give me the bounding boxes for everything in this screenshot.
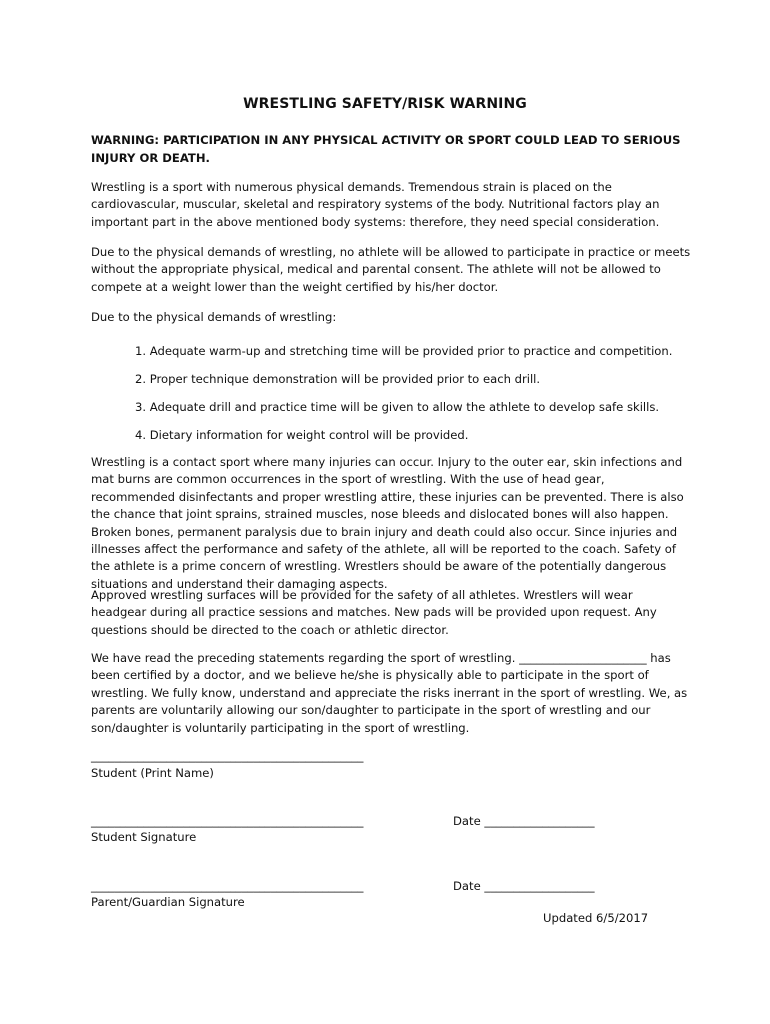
parent-signature-label: Parent/Guardian Signature (91, 895, 245, 909)
paragraph-physical-demands: Wrestling is a sport with numerous physical demands. Tremendous strain is placed on the cardiovascular, muscular, skeletal and respiratory systems of the body. Nutritional factors play an important part in the above mentioned body systems: therefore, they need special consideration. (91, 180, 660, 229)
list-item: 3. Adequate drill and practice time will be given to allow the athlete to develop safe skills. (135, 400, 660, 414)
paragraph-contact-sport: Wrestling is a contact sport where many injuries can occur. Injury to the outer ear, skin infections and mat burns are common occurrences in the sport of wrestling. With the use of head gear, recommended disinfectants and proper wrestling attire, these injuries can be prevented. There is also the chance that joint sprains, strained muscles, nose bleeds and dislocated bones will also happen. Broken bones, permanent paralysis due to brain injury and death could also occur. Since injuries and illnesses affect the performance and safety of the athlete, all will be reported to the coach. Safety of the athlete is a prime concern of wrestling. Wrestlers should be aware of the potentially dangerous situations and understand their damaging aspects. (91, 455, 684, 591)
student-date-field[interactable]: Date ___________________ (453, 814, 595, 828)
updated-date: Updated 6/5/2017 (543, 911, 649, 925)
student-print-name-line[interactable]: _______________________________________________ (91, 749, 364, 763)
parent-date-field[interactable]: Date ___________________ (453, 879, 595, 893)
paragraph-consent: Due to the physical demands of wrestling, no athlete will be allowed to participate in practice or meets without the appropriate physical, medical and parental consent. The athlete will not be allowed to compete at a weight lower than the weight certified by his/her doctor. (91, 245, 691, 294)
warning-statement: WARNING: PARTICIPATION IN ANY PHYSICAL ACTIVITY OR SPORT COULD LEAD TO SERIOUS INJURY OR DEATH. (91, 133, 681, 165)
student-signature-line[interactable]: _______________________________________________ (91, 814, 364, 828)
list-item: 2. Proper technique demonstration will be provided prior to each drill. (135, 372, 541, 386)
paragraph-surfaces: Approved wrestling surfaces will be provided for the safety of all athletes. Wrestlers will wear headgear during all practice sessions and matches. New pads will be provided upon request. Any questions should be directed to the coach or athletic director. (91, 588, 657, 637)
page-title: WRESTLING SAFETY/RISK WARNING (243, 96, 527, 112)
list-item: 1. Adequate warm-up and stretching time will be provided prior to practice and competition. (135, 344, 673, 358)
student-signature-label: Student Signature (91, 830, 197, 844)
list-item: 4. Dietary information for weight control will be provided. (135, 428, 469, 442)
parent-signature-line[interactable]: _______________________________________________ (91, 879, 364, 893)
paragraph-demands-intro: Due to the physical demands of wrestling: (91, 310, 337, 324)
paragraph-acknowledgement: We have read the preceding statements regarding the sport of wrestling. ______________________ has been certified by a doctor, and we believe he/she is physically able to participate in the sport of wrestling. We fully know, understand and appreciate the risks inerrant in the sport of wrestling. We, as parents are voluntarily allowing our son/daughter to participate in the sport of wrestling and our son/daughter is voluntarily participating in the sport of wrestling. (91, 651, 688, 735)
student-print-name-label: Student (Print Name) (91, 766, 214, 780)
